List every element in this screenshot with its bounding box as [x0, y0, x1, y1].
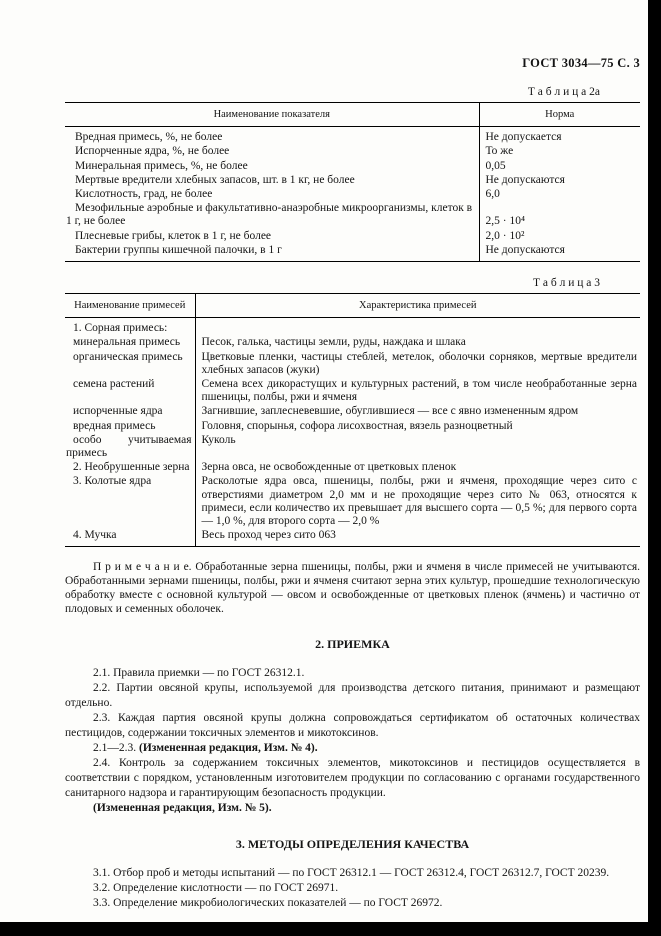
indicator-norm: Не допускается — [485, 131, 562, 144]
impurity-name: вредная примесь — [65, 420, 195, 434]
impurity-desc: Головня, спорынья, софора лисохвостная, вязель разноцветный — [201, 419, 513, 432]
note-paragraph: П р и м е ч а н и е. Обработанные зерна пшеницы, полбы, ржи и ячменя в числе примесей не учитываются. Обработанными зернами пшеницы, полбы, ржи и ячменя считают зерна этих культур, прошедшие технологическую обработку вместе с основной культурой — овсом и освобожденные от цветковых пленок (ячмень) и частично от плодовых и семенных оболочек. — [65, 561, 640, 616]
impurity-name: семена растений — [65, 378, 195, 405]
table-row — [65, 174, 640, 188]
table-header-row — [65, 103, 640, 127]
paragraph-2-4: 2.4. Контроль за содержанием токсичных элементов, микотоксинов и пестицидов осуществляется в соответствии с порядком, установленным изготовителем продукции по согласованию с органами государственного санитарного надзора и гарантирующим безопасность продукции. — [65, 757, 640, 800]
table-row — [65, 529, 640, 547]
table-3-caption: Т а б л и ц а 3 — [532, 277, 600, 290]
table-row — [65, 202, 640, 229]
table-row — [65, 244, 640, 262]
column-header-impurity: Наименование примесей — [65, 294, 195, 318]
table-row — [65, 434, 640, 461]
section-2-heading: 2. ПРИЕМКА — [315, 637, 390, 652]
table-header-row — [65, 294, 640, 318]
indicator-name: Бактерии группы кишечной палочки, в 1 г — [65, 244, 479, 262]
table-row — [65, 318, 640, 337]
table-3 — [65, 293, 640, 547]
indicator-name: Вредная примесь, %, не более — [65, 127, 479, 146]
table-row — [65, 351, 640, 378]
indicator-norm: Не допускаются — [485, 173, 565, 186]
page-content — [65, 56, 640, 911]
table-row — [65, 420, 640, 434]
paragraph-2-1: 2.1. Правила приемки — по ГОСТ 26312.1. — [93, 667, 305, 680]
impurity-name: минеральная примесь — [65, 336, 195, 350]
impurity-desc: Загнившие, заплесневевшие, обуглившиеся — все с явно измененным ядром — [201, 405, 579, 418]
impurity-name: органическая примесь — [65, 351, 195, 378]
impurity-name: испорченные ядра — [65, 405, 195, 419]
indicator-norm: 6,0 — [485, 188, 500, 201]
table-row — [65, 405, 640, 419]
indicator-norm: 2,0 · 10² — [485, 229, 525, 242]
impurity-desc: Цветковые пленки, частицы стеблей, метелок, оболочки сорняков, мертвые вредители хлебных запасов (жуки) — [201, 350, 637, 376]
indicator-name: Мертвые вредители хлебных запасов, шт. в 1 кг, не более — [65, 174, 479, 188]
table-row — [65, 127, 640, 146]
impurity-desc: Зерна овса, не освобожденные от цветковых пленок — [201, 461, 457, 474]
table-row — [65, 378, 640, 405]
paragraph-2-2: 2.2. Партии овсяной крупы, используемой для производства детского питания, принимают и размещают отдельно. — [65, 682, 640, 710]
indicator-name: Кислотность, град, не более — [65, 188, 479, 202]
indicator-norm: 0,05 — [485, 159, 506, 172]
paragraph-3-1: 3.1. Отбор проб и методы испытаний — по ГОСТ 26312.1 — ГОСТ 26312.4, ГОСТ 26312.7, ГОСТ 20239. — [93, 867, 610, 880]
table-row — [65, 461, 640, 475]
indicator-name: Минеральная примесь, %, не более — [65, 160, 479, 174]
paragraph-2-1-2-3-amendment — [65, 741, 640, 756]
scan-artifact-bottom-edge — [0, 922, 661, 936]
column-header-indicator: Наименование показателя — [65, 103, 479, 127]
indicator-name: Плесневые грибы, клеток в 1 г, не более — [65, 230, 479, 244]
column-header-description: Характеристика примесей — [195, 294, 640, 318]
scan-artifact-right-edge — [648, 0, 661, 936]
indicator-norm: Не допускаются — [485, 243, 565, 256]
table-2a — [65, 102, 640, 262]
impurity-name: 2. Необрушенные зерна — [65, 461, 195, 475]
impurity-desc: Песок, галька, частицы земли, руды, наждака и шлака — [201, 336, 466, 349]
impurity-name: 1. Сорная примесь: — [65, 318, 195, 337]
document-header: ГОСТ 3034—75 С. 3 — [522, 56, 640, 70]
table-2a-caption: Т а б л и ц а 2а — [527, 86, 600, 98]
table-row — [65, 160, 640, 174]
impurity-name: особо учитываемая примесь — [65, 434, 195, 461]
indicator-name: Испорченные ядра, %, не более — [65, 145, 479, 159]
table-row — [65, 188, 640, 202]
impurity-desc — [195, 318, 640, 337]
paragraph-3-2: 3.2. Определение кислотности — по ГОСТ 26971. — [93, 882, 339, 895]
table-row — [65, 336, 640, 350]
impurity-desc: Весь проход через сито 063 — [201, 529, 336, 542]
amendment-note-5: (Измененная редакция, Изм. № 5). — [93, 802, 272, 815]
impurity-desc: Расколотые ядра овса, пшеницы, полбы, ржи и ячменя, проходящие через сито с отверстиями диаметром 2,0 мм и не проходящие через сито № 063, относятся к примеси, если количество их превышает для высшего сорта — 0,5 %; для первого сорта — 1,0 %, для второго сорта — 2,0 % — [201, 475, 637, 528]
amendment-prefix: 2.1—2.3. — [93, 742, 139, 755]
amendment-note-4: (Измененная редакция, Изм. № 4). — [139, 742, 318, 755]
impurity-desc: Семена всех дикорастущих и культурных растений, в том числе необработанные зерна пшеницы, полбы, ржи и ячменя — [201, 378, 637, 404]
indicator-name: Мезофильные аэробные и факультативно-анаэробные микроорганизмы, клеток в 1 г, не более — [65, 202, 479, 229]
indicator-norm: То же — [485, 145, 514, 158]
table-row — [65, 475, 640, 529]
table-row — [65, 145, 640, 159]
section-3-heading: 3. МЕТОДЫ ОПРЕДЕЛЕНИЯ КАЧЕСТВА — [235, 837, 470, 852]
impurity-name: 4. Мучка — [65, 529, 195, 547]
paragraph-3-3: 3.3. Определение микробиологических показателей — по ГОСТ 26972. — [93, 897, 443, 910]
table-row — [65, 230, 640, 244]
column-header-norm: Норма — [479, 103, 640, 127]
indicator-norm: 2,5 · 10⁴ — [485, 215, 525, 228]
paragraph-2-3: 2.3. Каждая партия овсяной крупы должна сопровождаться сертификатом об остаточных количествах пестицидов, содержании токсичных элементов и микотоксинов. — [65, 712, 640, 740]
impurity-desc: Куколь — [201, 433, 236, 446]
impurity-name: 3. Колотые ядра — [65, 475, 195, 529]
